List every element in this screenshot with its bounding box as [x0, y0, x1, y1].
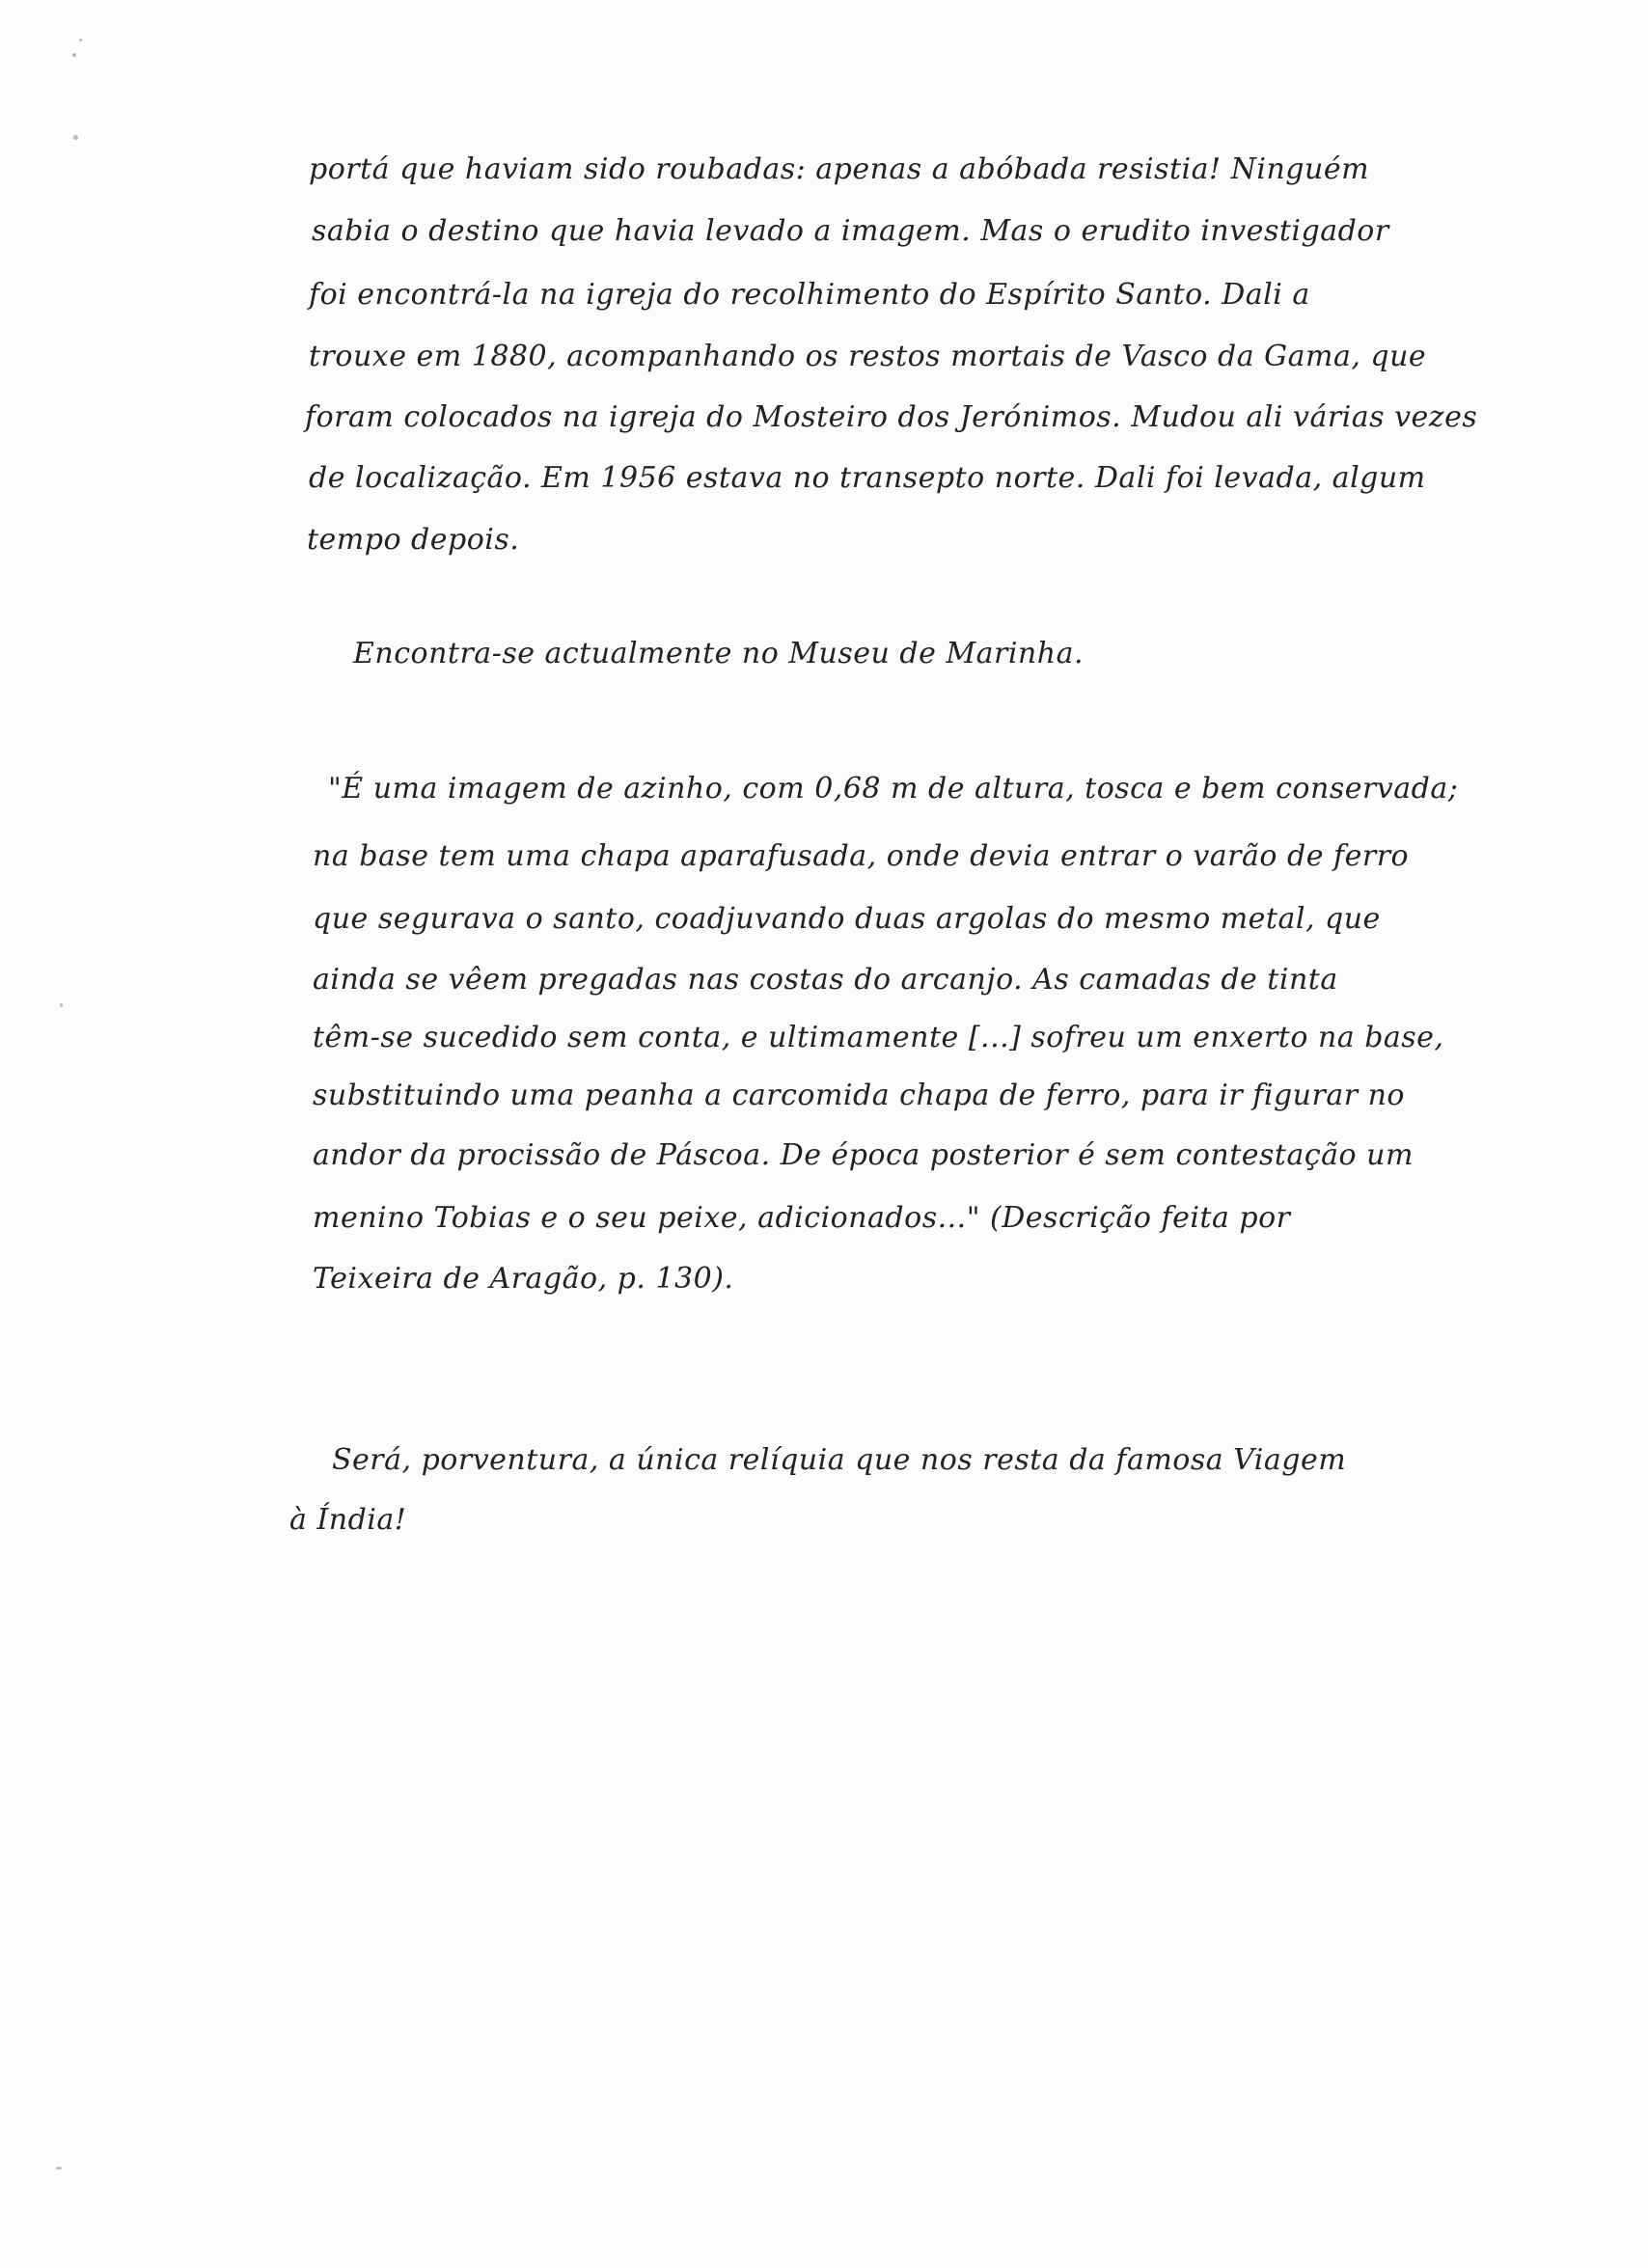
- text-line: foi encontrá-la na igreja do recolhimento do Espírito Santo. Dali a: [309, 278, 1310, 312]
- text-line: têm-se sucedido sem conta, e ultimamente [...] sofreu um enxerto na base,: [313, 1021, 1444, 1054]
- text-line: tempo depois.: [307, 523, 520, 557]
- text-line: que segurava o santo, coadjuvando duas argolas do mesmo metal, que: [313, 902, 1381, 936]
- text-line: sabia o destino que havia levado a imagem. Mas o erudito investigador: [312, 214, 1389, 248]
- text-line: portá que haviam sido roubadas: apenas a abóbada resistia! Ninguém: [309, 152, 1370, 186]
- text-line: ainda se vêem pregadas nas costas do arcanjo. As camadas de tinta: [313, 963, 1338, 997]
- text-line: "É uma imagem de azinho, com 0,68 m de altura, tosca e bem conservada;: [328, 772, 1459, 806]
- paper-speck: [79, 39, 82, 41]
- paper-speck: [56, 2167, 62, 2170]
- text-line: à Índia!: [289, 1503, 407, 1537]
- paper-speck: [72, 53, 76, 57]
- text-line: foram colocados na igreja do Mosteiro dos Jerónimos. Mudou ali várias vezes: [305, 400, 1478, 434]
- text-line: Teixeira de Aragão, p. 130).: [313, 1262, 734, 1296]
- text-line: Encontra-se actualmente no Museu de Marinha.: [353, 637, 1084, 670]
- paper-speck: [73, 135, 78, 140]
- text-line: menino Tobias e o seu peixe, adicionados..." (Descrição feita por: [313, 1201, 1291, 1235]
- paper-speck: [60, 1003, 63, 1007]
- text-line: de localização. Em 1956 estava no transepto norte. Dali foi levada, algum: [309, 461, 1426, 495]
- text-line: Será, porventura, a única relíquia que nos resta da famosa Viagem: [332, 1443, 1347, 1477]
- text-line: na base tem uma chapa aparafusada, onde devia entrar o varão de ferro: [313, 839, 1410, 873]
- text-line: trouxe em 1880, acompanhando os restos mortais de Vasco da Gama, que: [309, 340, 1427, 373]
- text-line: substituindo uma peanha a carcomida chapa de ferro, para ir figurar no: [313, 1079, 1405, 1112]
- text-line: andor da procissão de Páscoa. De época posterior é sem contestação um: [313, 1138, 1414, 1172]
